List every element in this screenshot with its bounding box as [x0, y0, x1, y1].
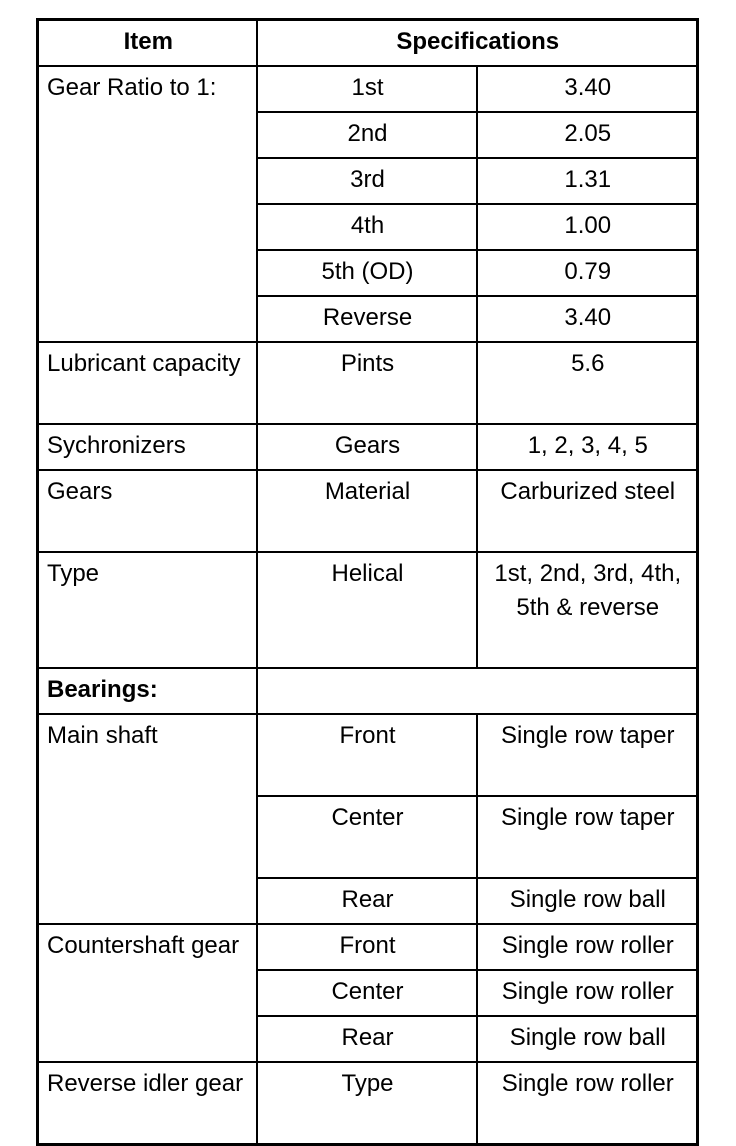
lubricant-value: 5.6: [477, 342, 698, 424]
table-row: [38, 66, 698, 112]
table-row: [38, 342, 698, 424]
table-row: [38, 552, 698, 668]
ratio-cell: 3.40: [477, 296, 698, 342]
reverse-idler-label: Reverse idler gear: [38, 1062, 257, 1145]
bearing-cell: Single row ball: [477, 878, 698, 924]
ratio-cell: 3.40: [477, 66, 698, 112]
gears-attr: Material: [257, 470, 477, 552]
bearing-cell: Single row taper: [477, 714, 698, 796]
gear-cell: Reverse: [257, 296, 477, 342]
bearing-cell: Single row roller: [477, 1062, 698, 1145]
ratio-cell: 0.79: [477, 250, 698, 296]
bearings-label: Bearings:: [38, 668, 257, 714]
table-header-row: [38, 20, 698, 67]
gear-cell: 4th: [257, 204, 477, 250]
bearing-cell: Single row taper: [477, 796, 698, 878]
ratio-cell: 2.05: [477, 112, 698, 158]
bearing-cell: Single row roller: [477, 970, 698, 1016]
header-specifications: Specifications: [257, 20, 698, 67]
lubricant-label: Lubricant capacity: [38, 342, 257, 424]
gear-cell: 3rd: [257, 158, 477, 204]
gears-label: Gears: [38, 470, 257, 552]
table-row: [38, 424, 698, 470]
position-cell: Center: [257, 970, 477, 1016]
ratio-cell: 1.00: [477, 204, 698, 250]
gear-cell: 5th (OD): [257, 250, 477, 296]
position-cell: Type: [257, 1062, 477, 1145]
position-cell: Front: [257, 714, 477, 796]
gear-ratio-label: Gear Ratio to 1:: [38, 66, 257, 342]
table-row: [38, 668, 698, 714]
gear-cell: 1st: [257, 66, 477, 112]
bearing-cell: Single row roller: [477, 924, 698, 970]
type-value: 1st, 2nd, 3rd, 4th, 5th & reverse: [477, 552, 698, 668]
table-row: [38, 924, 698, 970]
gear-cell: 2nd: [257, 112, 477, 158]
synchronizers-label: Sychronizers: [38, 424, 257, 470]
bearing-cell: Single row ball: [477, 1016, 698, 1062]
synchronizers-unit: Gears: [257, 424, 477, 470]
spec-table: [36, 18, 699, 1146]
gears-value: Carburized steel: [477, 470, 698, 552]
position-cell: Rear: [257, 878, 477, 924]
main-shaft-label: Main shaft: [38, 714, 257, 924]
countershaft-label: Countershaft gear: [38, 924, 257, 1062]
table-row: [38, 470, 698, 552]
ratio-cell: 1.31: [477, 158, 698, 204]
synchronizers-value: 1, 2, 3, 4, 5: [477, 424, 698, 470]
type-label: Type: [38, 552, 257, 668]
position-cell: Center: [257, 796, 477, 878]
header-item: Item: [38, 20, 257, 67]
bearings-empty: [257, 668, 698, 714]
type-attr: Helical: [257, 552, 477, 668]
table-row: [38, 714, 698, 796]
position-cell: Front: [257, 924, 477, 970]
position-cell: Rear: [257, 1016, 477, 1062]
table-row: [38, 1062, 698, 1145]
lubricant-unit: Pints: [257, 342, 477, 424]
